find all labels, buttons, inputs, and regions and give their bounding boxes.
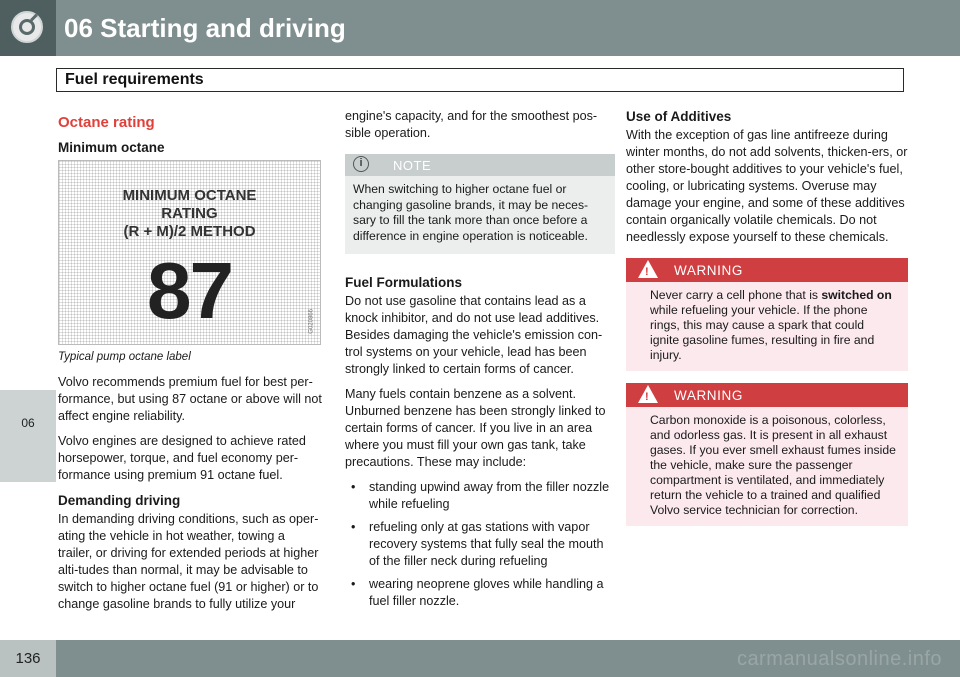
list-item: • wearing neoprene gloves while handling a fuel filler nozzle. [345,576,615,610]
warning-text-start: Never carry a cell phone that is [650,288,822,302]
page-number: 136 [15,650,41,667]
list-item: • standing upwind away from the filler nozzle while refueling [345,479,615,513]
pump-label-line3: (R + M)/2 METHOD [123,223,256,240]
left-gutter [0,56,56,640]
volvo-logo-icon [11,11,43,43]
paragraph-continuation: engine's capacity, and for the smoothest pos-sible operation. [345,109,598,140]
note-header [345,154,615,176]
pump-label-octane-number: 87 [147,246,232,335]
paragraph-lead: Do not use gasoline that contains lead as a knock inhibitor, and do not use lead additives. Besides damaging the vehicle's emission con-trol systems on your vehicle, lead has been strongly linked to certain forms of cancer. [345,294,603,376]
image-code: G020866 [309,309,315,334]
page-footer [0,640,960,677]
paragraph-additives: With the exception of gas line antifreeze during winter months, do not add solvents, thicken-ers, or other store-bought additives to your vehicle's fuel, cooling, or lubricating systems. Overuse may damage your engine, and some of these additives contain organically volatile chemicals. Do not needlessly expose yourself to these chemicals. [626,128,908,244]
warning-text: Carbon monoxide is a poisonous, colorless, and odorless gas. It is present in all exhaust gases. If you ever smell exhaust fumes inside the vehicle, make sure the passenger compartment is ventilated, and immediately return the vehicle to a trained and qualified Volvo service technician for correction. [650,413,896,517]
warning-text-emphasis: switched on [821,288,892,302]
warning-text [626,282,908,363]
list-item: • refueling only at gas stations with vapor recovery systems that fully seal the mouth of the filler neck during refueling [345,519,615,570]
octane-rating-heading: Octane rating [58,114,155,131]
chapter-tab [0,390,56,482]
warning-header [626,258,908,282]
section-title: Fuel requirements [65,71,204,88]
note-text: When switching to higher octane fuel or changing gasoline brands, it may be neces-sary to fill the tank more than once before a difference in engine operation is noticeable. [353,182,589,243]
chapter-title: 06 Starting and driving [64,13,346,43]
section-bar [56,68,904,92]
warning-title: WARNING [674,388,743,403]
warning-box-cell-phone [626,258,908,371]
demanding-driving-heading: Demanding driving [58,493,181,508]
chapter-header-bar [0,0,960,56]
warning-box-carbon-monoxide [626,383,908,526]
page-number-box [0,640,56,677]
warning-text-end: while refueling your vehicle. If the phone rings, this may cause a spark that could ignite gasoline fumes, resulting in fire and injury. [650,303,875,362]
column-middle [345,108,615,616]
warning-title: WARNING [674,263,743,278]
note-box [345,154,615,254]
minimum-octane-heading: Minimum octane [58,140,165,155]
pump-label-heading [59,187,320,241]
chapter-tab-label: 06 [21,416,35,430]
additives-heading: Use of Additives [626,109,732,124]
note-title: NOTE [393,158,432,173]
info-icon: i [353,156,369,172]
precautions-list [345,479,615,610]
fuel-formulations-heading: Fuel Formulations [345,275,463,290]
paragraph-demanding-driving: In demanding driving conditions, such as oper-ating the vehicle in hot weather, towing a trailer, or driving for extended periods at higher alti-tudes than normal, it may be advisable to switch to higher octane fuel (91 or higher) or to change gasoline brands to fully utilize your [58,512,319,611]
logo-box [0,0,56,56]
pump-label-line2: RATING [161,205,218,222]
paragraph-premium-fuel: Volvo recommends premium fuel for best per-formance, but using 87 octane or above will not affect engine reliability. [58,375,322,423]
warning-header [626,383,908,407]
pump-octane-label-image [58,160,321,345]
warning-triangle-icon: ! [638,385,658,403]
warning-triangle-icon: ! [638,260,658,278]
paragraph-benzene: Many fuels contain benzene as a solvent. Unburned benzene has been strongly linked to certain forms of cancer. If you live in an area where you must fill your own gas tank, take precautions. These may include: [345,387,606,469]
image-caption: Typical pump octane label [58,351,191,363]
column-left [58,108,322,621]
paragraph-engine-design: Volvo engines are designed to achieve rated horsepower, torque, and fuel economy per-formance using premium 91 octane fuel. [58,434,306,482]
watermark: carmanualsonline.info [736,648,942,670]
column-right [626,108,908,538]
pump-label-line1: MINIMUM OCTANE [122,187,257,204]
